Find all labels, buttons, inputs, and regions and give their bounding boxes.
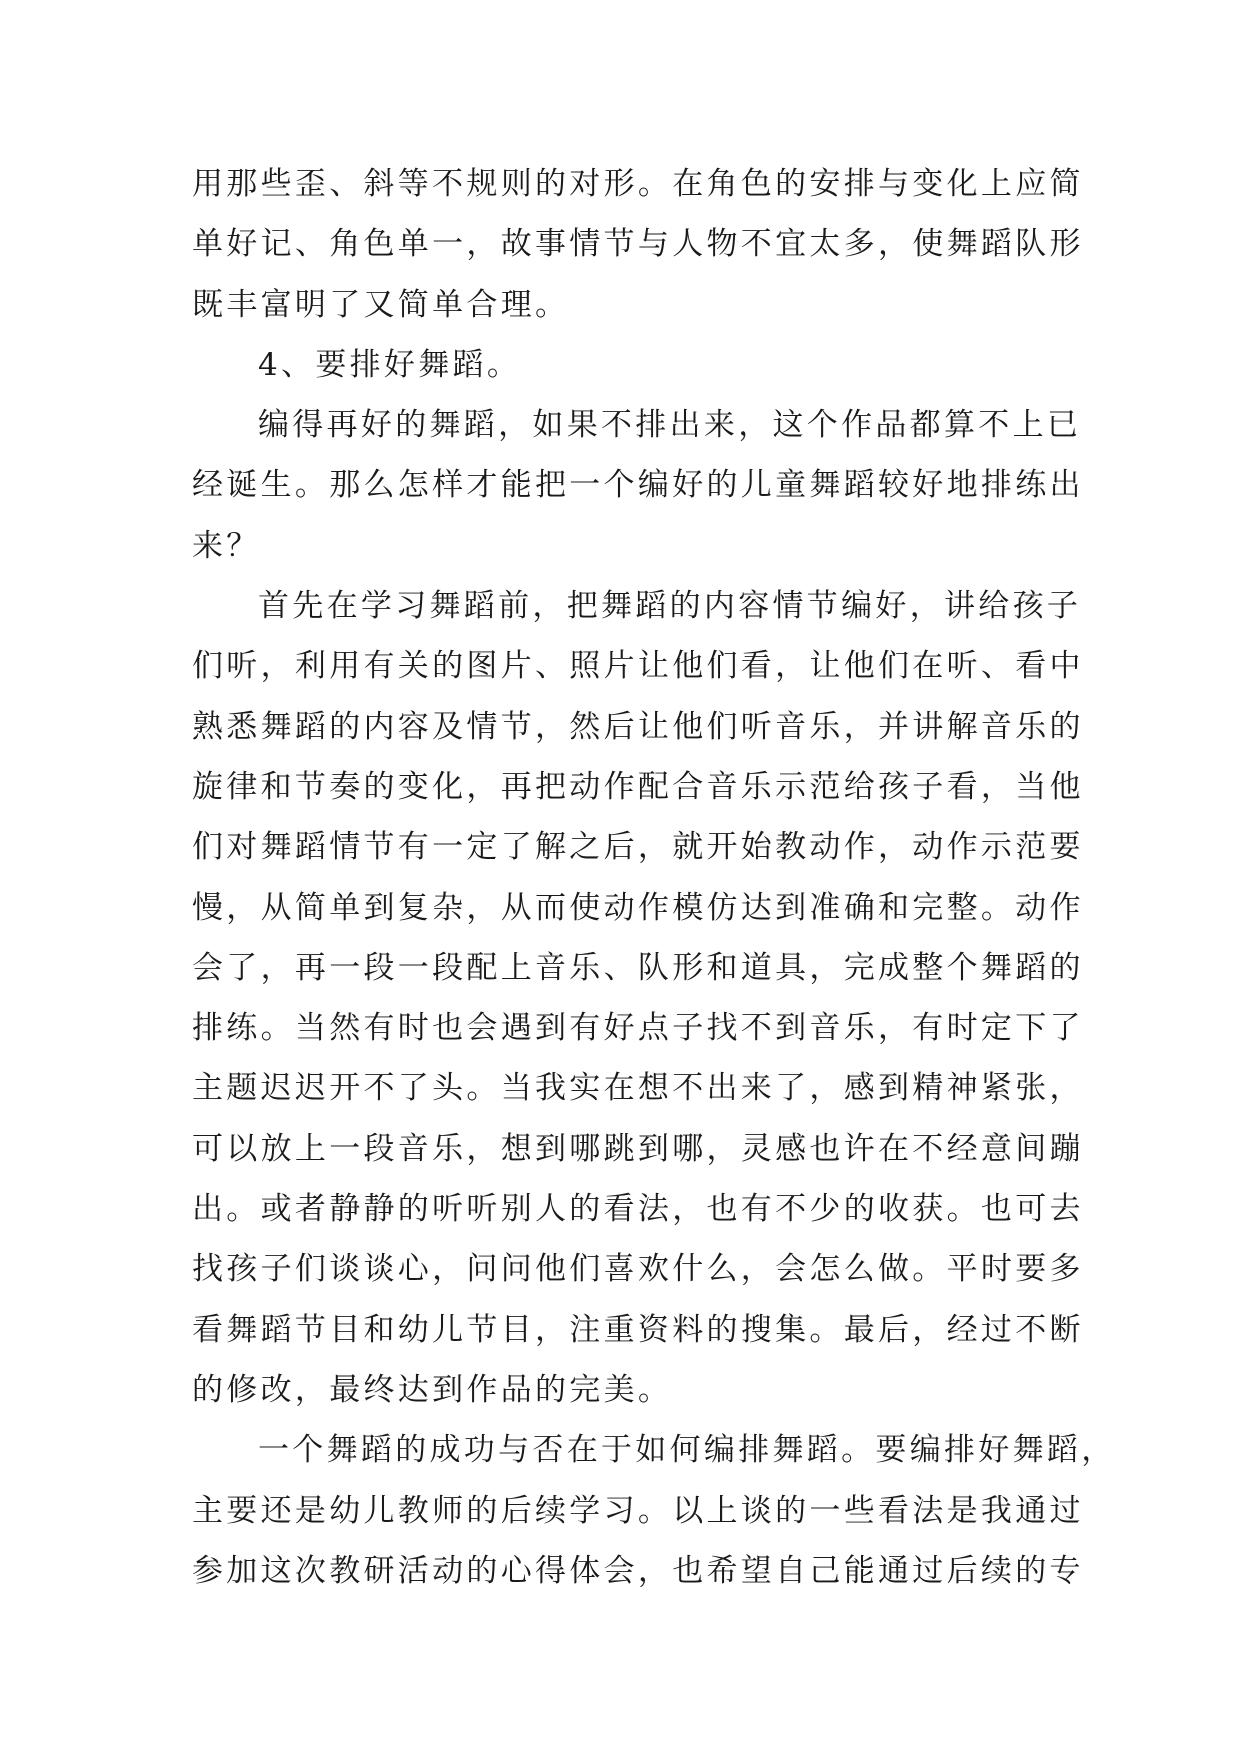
text-line: 找孩子们谈谈心，问问他们喜欢什么，会怎么做。平时要多: [192, 1251, 1084, 1288]
text-line: 用那些歪、斜等不规则的对形。在角色的安排与变化上应简: [192, 166, 1084, 202]
section-heading: 4、要排好舞蹈。: [258, 346, 522, 383]
text-line: 看舞蹈节目和幼儿节目，注重资料的搜集。最后，经过不断: [192, 1311, 1084, 1348]
text-line: 熟悉舞蹈的内容及情节，然后让他们听音乐，并讲解音乐的: [192, 708, 1084, 745]
text-line: 一个舞蹈的成功与否在于如何编排舞蹈。要编排好舞蹈，: [258, 1432, 1116, 1469]
text-line: 首先在学习舞蹈前，把舞蹈的内容情节编好，讲给孩子: [258, 588, 1082, 625]
text-line: 排练。当然有时也会遇到有好点子找不到音乐，有时定下了: [192, 1010, 1084, 1047]
text-line: 来？: [192, 527, 261, 564]
text-line: 经诞生。那么怎样才能把一个编好的儿童舞蹈较好地排练出: [192, 467, 1084, 504]
text-line: 单好记、角色单一，故事情节与人物不宜太多，使舞蹈队形: [192, 226, 1084, 263]
text-line: 编得再好的舞蹈，如果不排出来，这个作品都算不上已: [258, 407, 1082, 444]
text-line: 的修改，最终达到作品的完美。: [192, 1371, 673, 1408]
text-line: 会了，再一段一段配上音乐、队形和道具，完成整个舞蹈的: [192, 949, 1084, 986]
text-line: 慢，从简单到复杂，从而使动作模仿达到准确和完整。动作: [192, 889, 1084, 926]
body-text: [192, 154, 1116, 1601]
text-line: 旋律和节奏的变化，再把动作配合音乐示范给孩子看，当他: [192, 768, 1084, 805]
text-line: 出。或者静静的听听别人的看法，也有不少的收获。也可去: [192, 1191, 1084, 1228]
text-line: 参加这次教研活动的心得体会，也希望自己能通过后续的专: [192, 1552, 1084, 1589]
text-line: 们对舞蹈情节有一定了解之后，就开始教动作，动作示范要: [192, 829, 1084, 866]
text-line: 既丰富明了又简单合理。: [192, 286, 570, 323]
text-line: 主题迟迟开不了头。当我实在想不出来了，感到精神紧张，: [192, 1070, 1084, 1107]
text-line: 主要还是幼儿教师的后续学习。以上谈的一些看法是我通过: [192, 1492, 1084, 1529]
text-line: 可以放上一段音乐，想到哪跳到哪，灵感也许在不经意间蹦: [192, 1130, 1084, 1167]
text-line: 们听，利用有关的图片、照片让他们看，让他们在听、看中: [192, 648, 1084, 685]
